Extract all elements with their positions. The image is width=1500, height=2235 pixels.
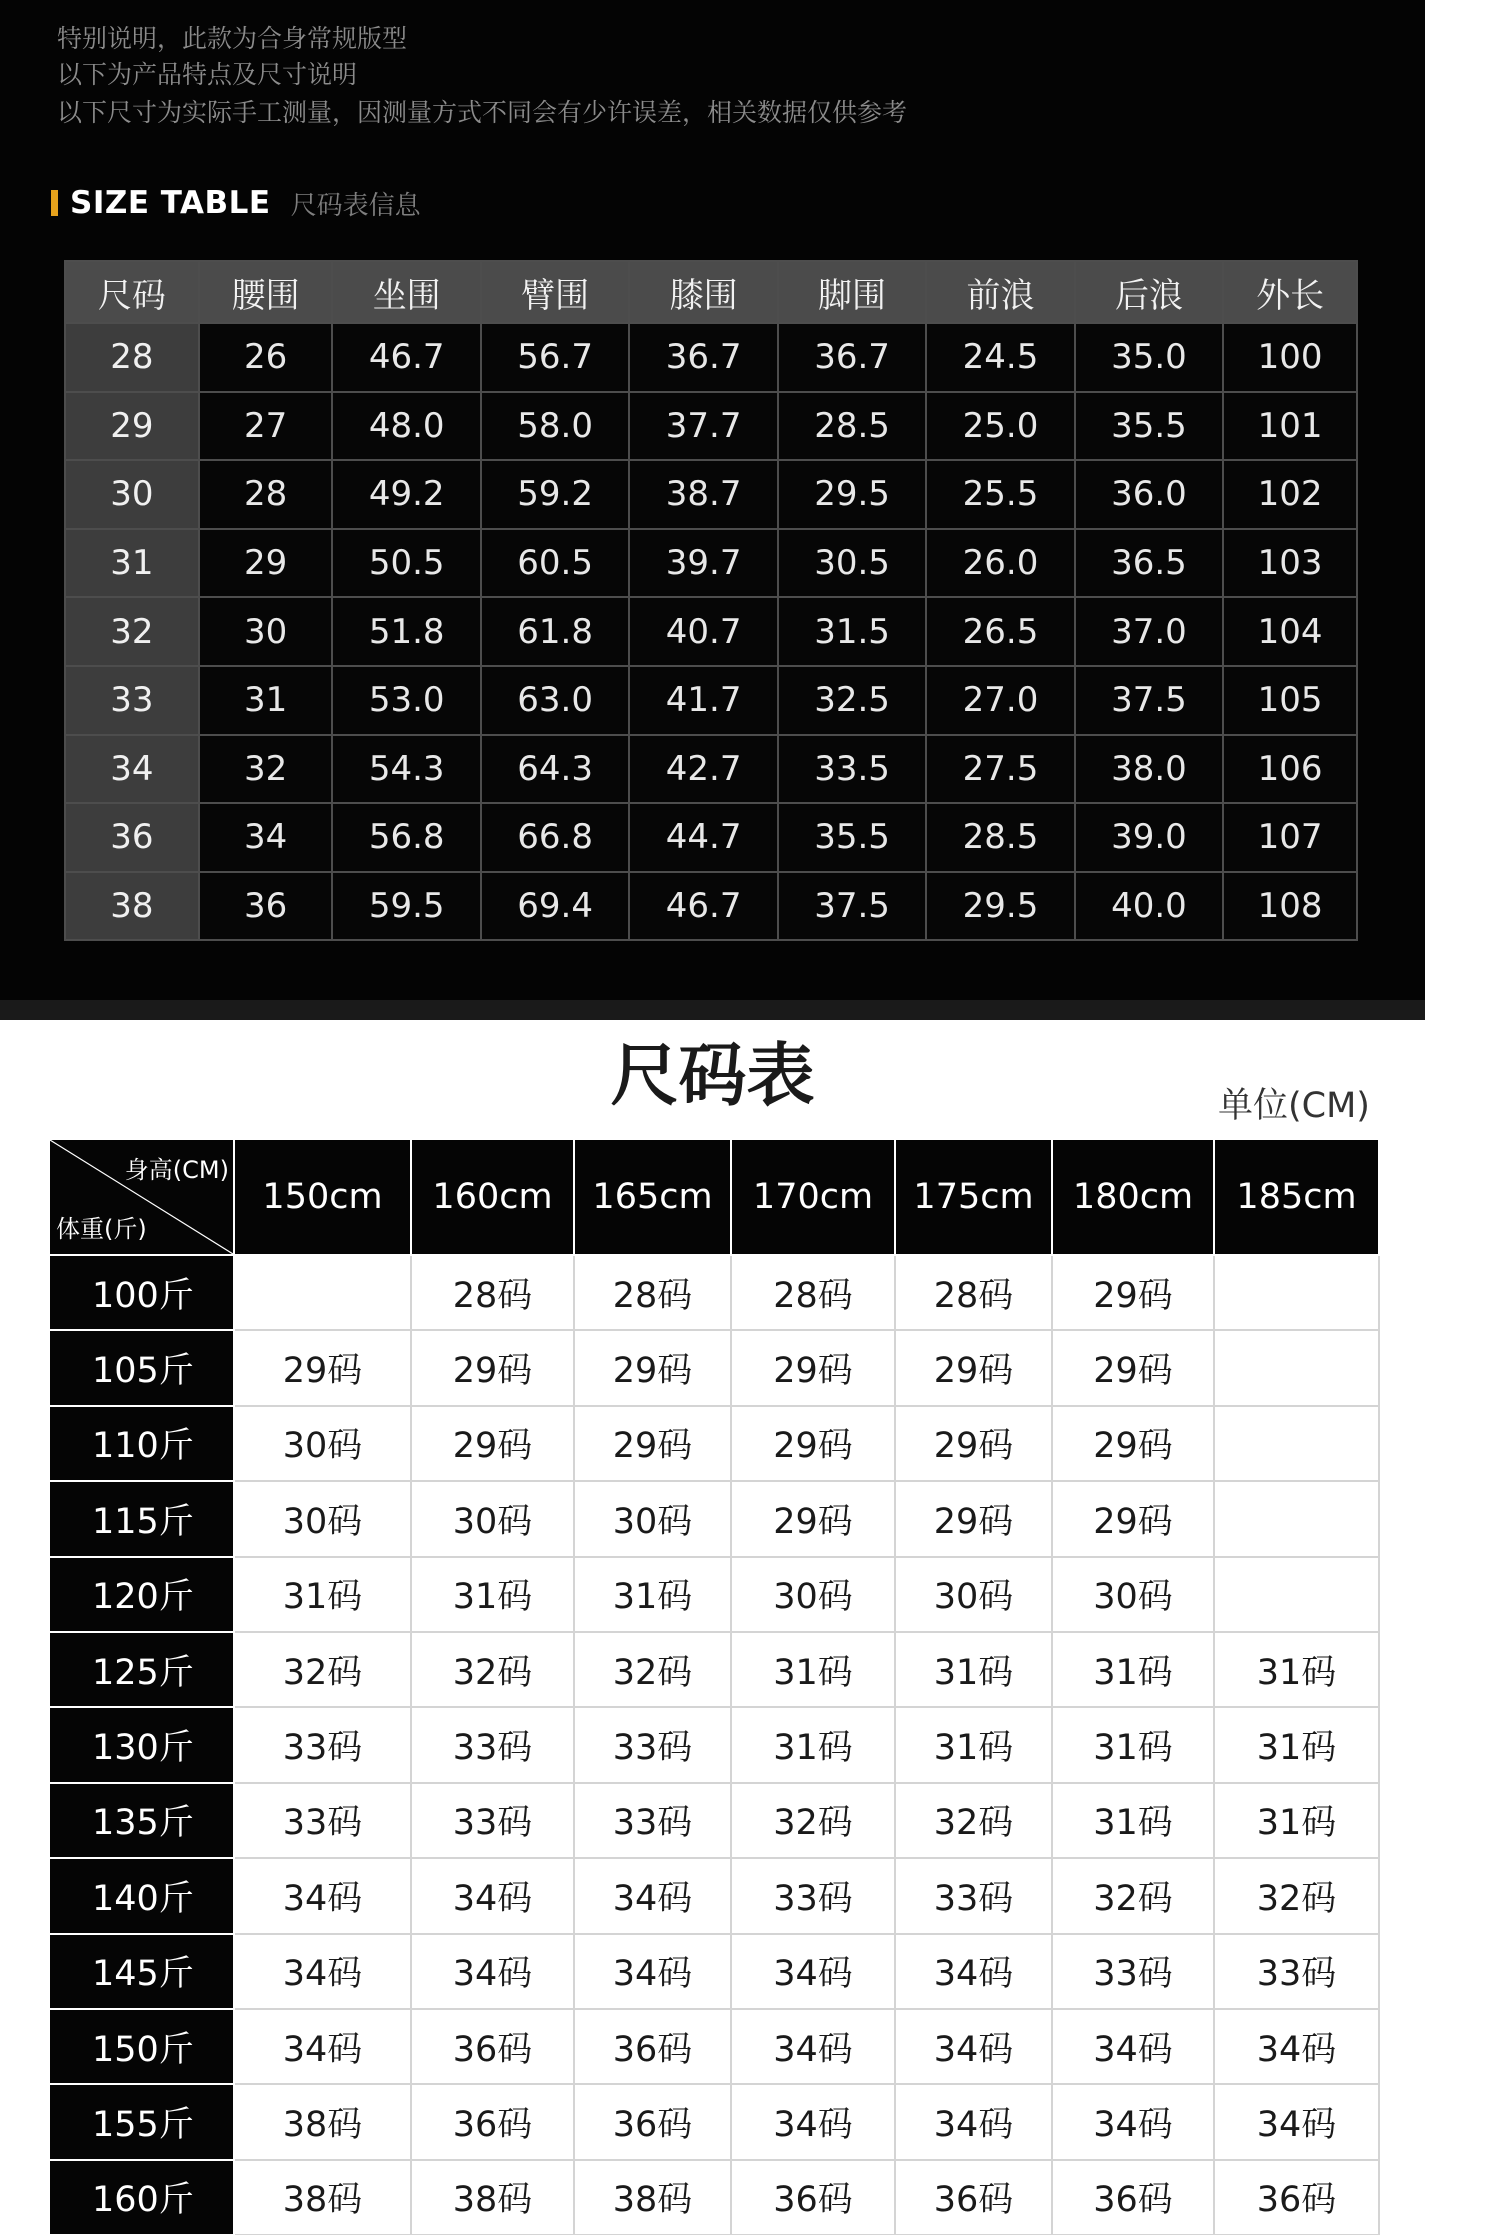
recommended-size-cell: 33码 (234, 1783, 411, 1858)
recommended-size-cell: 33码 (1214, 1934, 1379, 2009)
measurement-cell: 46.7 (629, 872, 777, 941)
recommended-size-cell (1214, 1481, 1379, 1556)
chart-table-row (49, 1632, 1379, 1707)
weight-label-cell: 125斤 (49, 1632, 234, 1707)
measurement-cell: 25.5 (926, 460, 1074, 529)
size-code-cell: 29 (65, 392, 199, 461)
measurement-cell: 36.7 (778, 323, 926, 392)
chart-header-row (49, 1139, 1379, 1255)
size-recommendation-table (48, 1138, 1380, 2235)
measurement-cell: 29.5 (778, 460, 926, 529)
chart-table-row (49, 1934, 1379, 2009)
height-header-cell: 175cm (895, 1139, 1052, 1255)
measurement-cell: 37.5 (1075, 666, 1223, 735)
size-table-header-row (65, 261, 1357, 323)
recommended-size-cell: 34码 (411, 1858, 574, 1933)
size-code-cell: 34 (65, 735, 199, 804)
height-header-cell: 160cm (411, 1139, 574, 1255)
recommended-size-cell: 28码 (731, 1255, 895, 1330)
recommended-size-cell: 30码 (234, 1481, 411, 1556)
recommended-size-cell: 29码 (1052, 1255, 1214, 1330)
recommended-size-cell: 34码 (234, 2009, 411, 2084)
recommended-size-cell: 30码 (731, 1557, 895, 1632)
size-header-cell: 尺码 (65, 261, 199, 323)
measurement-cell: 32 (199, 735, 333, 804)
size-header-cell: 后浪 (1075, 261, 1223, 323)
recommended-size-cell: 34码 (895, 2084, 1052, 2159)
measurement-cell: 27.5 (926, 735, 1074, 804)
size-code-cell: 30 (65, 460, 199, 529)
height-header-cell: 170cm (731, 1139, 895, 1255)
recommended-size-cell: 34码 (234, 1858, 411, 1933)
measurement-cell: 51.8 (332, 597, 480, 666)
recommended-size-cell: 34码 (234, 1934, 411, 2009)
recommended-size-cell: 34码 (731, 1934, 895, 2009)
recommended-size-cell: 29码 (731, 1481, 895, 1556)
size-header-cell: 膝围 (629, 261, 777, 323)
measurement-cell: 37.5 (778, 872, 926, 941)
recommended-size-cell (1214, 1330, 1379, 1405)
recommended-size-cell: 31码 (1214, 1707, 1379, 1782)
recommended-size-cell: 33码 (574, 1707, 731, 1782)
recommended-size-cell: 31码 (895, 1707, 1052, 1782)
weight-label-cell: 135斤 (49, 1783, 234, 1858)
weight-label-cell: 105斤 (49, 1330, 234, 1405)
chart-table-row (49, 1255, 1379, 1330)
recommended-size-cell: 31码 (731, 1707, 895, 1782)
recommended-size-cell: 33码 (731, 1858, 895, 1933)
measurement-cell: 35.5 (1075, 392, 1223, 461)
measurement-cell: 50.5 (332, 529, 480, 598)
recommended-size-cell: 36码 (574, 2009, 731, 2084)
recommended-size-cell: 30码 (1052, 1557, 1214, 1632)
recommended-size-cell: 34码 (411, 1934, 574, 2009)
measurement-cell: 29 (199, 529, 333, 598)
recommended-size-cell: 31码 (1052, 1707, 1214, 1782)
chart-table-row (49, 1557, 1379, 1632)
size-table-title: SIZE TABLE (70, 185, 271, 221)
section-divider (0, 1000, 1425, 1020)
size-table-row (65, 529, 1357, 598)
recommended-size-cell: 38码 (234, 2160, 411, 2235)
chart-table-row (49, 2160, 1379, 2235)
recommended-size-cell: 36码 (574, 2084, 731, 2159)
size-table-row (65, 392, 1357, 461)
measurement-cell: 39.7 (629, 529, 777, 598)
chart-table-row (49, 1858, 1379, 1933)
note-features: 以下为产品特点及尺寸说明 (57, 60, 358, 89)
measurement-cell: 107 (1223, 803, 1357, 872)
size-code-cell: 28 (65, 323, 199, 392)
measurement-cell: 106 (1223, 735, 1357, 804)
weight-label-cell: 100斤 (49, 1255, 234, 1330)
measurement-cell: 39.0 (1075, 803, 1223, 872)
measurement-cell: 100 (1223, 323, 1357, 392)
size-table-row (65, 597, 1357, 666)
measurement-cell: 27 (199, 392, 333, 461)
size-chart-title: 尺码表 (610, 1037, 815, 1116)
recommended-size-cell: 29码 (1052, 1406, 1214, 1481)
recommended-size-cell: 29码 (574, 1406, 731, 1481)
recommended-size-cell: 34码 (574, 1858, 731, 1933)
size-header-cell: 臂围 (481, 261, 629, 323)
recommended-size-cell: 30码 (411, 1481, 574, 1556)
measurement-cell: 36.5 (1075, 529, 1223, 598)
recommended-size-cell: 30码 (895, 1557, 1052, 1632)
corner-weight-label: 体重(斤) (56, 1215, 147, 1243)
measurement-cell: 26.0 (926, 529, 1074, 598)
recommended-size-cell: 34码 (895, 2009, 1052, 2084)
recommended-size-cell: 33码 (1052, 1934, 1214, 2009)
measurement-cell: 36 (199, 872, 333, 941)
recommended-size-cell: 31码 (1052, 1632, 1214, 1707)
recommended-size-cell: 30码 (234, 1406, 411, 1481)
measurement-cell: 29.5 (926, 872, 1074, 941)
note-fit: 特别说明，此款为合身常规版型 (57, 24, 408, 53)
recommended-size-cell: 29码 (411, 1406, 574, 1481)
recommended-size-cell: 38码 (574, 2160, 731, 2235)
recommended-size-cell: 33码 (411, 1707, 574, 1782)
measurement-cell: 34 (199, 803, 333, 872)
recommended-size-cell: 34码 (895, 1934, 1052, 2009)
measurement-cell: 59.2 (481, 460, 629, 529)
recommended-size-cell: 34码 (574, 1934, 731, 2009)
height-header-cell: 185cm (1214, 1139, 1379, 1255)
size-table-row (65, 803, 1357, 872)
recommended-size-cell (1214, 1255, 1379, 1330)
recommended-size-cell: 31码 (234, 1557, 411, 1632)
recommended-size-cell: 32码 (1052, 1858, 1214, 1933)
recommended-size-cell: 34码 (1052, 2009, 1214, 2084)
measurement-cell: 26 (199, 323, 333, 392)
measurement-cell: 26.5 (926, 597, 1074, 666)
recommended-size-cell: 28码 (574, 1255, 731, 1330)
corner-height-label: 身高(CM) (124, 1156, 229, 1184)
weight-label-cell: 110斤 (49, 1406, 234, 1481)
measurement-cell: 49.2 (332, 460, 480, 529)
size-table-heading (51, 183, 421, 223)
measurement-cell: 63.0 (481, 666, 629, 735)
height-header-cell: 150cm (234, 1139, 411, 1255)
recommended-size-cell: 31码 (574, 1557, 731, 1632)
measurement-cell: 48.0 (332, 392, 480, 461)
measurement-cell: 24.5 (926, 323, 1074, 392)
recommended-size-cell: 28码 (411, 1255, 574, 1330)
measurement-cell: 108 (1223, 872, 1357, 941)
measurement-cell: 101 (1223, 392, 1357, 461)
size-info-panel (0, 0, 1425, 1000)
recommended-size-cell: 29码 (895, 1330, 1052, 1405)
chart-table-row (49, 2084, 1379, 2159)
recommended-size-cell (234, 1255, 411, 1330)
size-measurement-table (64, 260, 1358, 941)
recommended-size-cell: 36码 (411, 2084, 574, 2159)
measurement-cell: 38.0 (1075, 735, 1223, 804)
recommended-size-cell: 31码 (1052, 1783, 1214, 1858)
recommended-size-cell: 29码 (234, 1330, 411, 1405)
measurement-cell: 30 (199, 597, 333, 666)
measurement-cell: 28.5 (778, 392, 926, 461)
size-header-cell: 脚围 (778, 261, 926, 323)
size-header-cell: 腰围 (199, 261, 333, 323)
recommended-size-cell: 30码 (574, 1481, 731, 1556)
recommended-size-cell: 33码 (895, 1858, 1052, 1933)
measurement-cell: 66.8 (481, 803, 629, 872)
measurement-cell: 102 (1223, 460, 1357, 529)
recommended-size-cell: 28码 (895, 1255, 1052, 1330)
measurement-cell: 28.5 (926, 803, 1074, 872)
recommended-size-cell: 36码 (1052, 2160, 1214, 2235)
recommended-size-cell: 31码 (895, 1632, 1052, 1707)
measurement-cell: 60.5 (481, 529, 629, 598)
measurement-cell: 44.7 (629, 803, 777, 872)
weight-label-cell: 145斤 (49, 1934, 234, 2009)
measurement-cell: 35.0 (1075, 323, 1223, 392)
measurement-cell: 35.5 (778, 803, 926, 872)
recommended-size-cell: 32码 (731, 1783, 895, 1858)
measurement-cell: 36.7 (629, 323, 777, 392)
recommended-size-cell: 36码 (731, 2160, 895, 2235)
weight-label-cell: 155斤 (49, 2084, 234, 2159)
recommended-size-cell: 32码 (234, 1632, 411, 1707)
size-code-cell: 33 (65, 666, 199, 735)
recommended-size-cell: 31码 (1214, 1632, 1379, 1707)
size-code-cell: 36 (65, 803, 199, 872)
recommended-size-cell: 29码 (895, 1481, 1052, 1556)
recommended-size-cell: 29码 (574, 1330, 731, 1405)
measurement-cell: 46.7 (332, 323, 480, 392)
chart-table-row (49, 1330, 1379, 1405)
recommended-size-cell: 33码 (234, 1707, 411, 1782)
weight-label-cell: 130斤 (49, 1707, 234, 1782)
chart-table-row (49, 1406, 1379, 1481)
size-table-row (65, 323, 1357, 392)
recommended-size-cell: 29码 (1052, 1330, 1214, 1405)
height-header-cell: 180cm (1052, 1139, 1214, 1255)
recommended-size-cell: 33码 (574, 1783, 731, 1858)
measurement-cell: 58.0 (481, 392, 629, 461)
measurement-cell: 53.0 (332, 666, 480, 735)
measurement-cell: 64.3 (481, 735, 629, 804)
recommended-size-cell: 36码 (895, 2160, 1052, 2235)
recommended-size-cell: 34码 (1214, 2009, 1379, 2084)
measurement-cell: 56.7 (481, 323, 629, 392)
chart-table-row (49, 1481, 1379, 1556)
measurement-cell: 104 (1223, 597, 1357, 666)
recommended-size-cell (1214, 1557, 1379, 1632)
recommended-size-cell: 38码 (234, 2084, 411, 2159)
recommended-size-cell: 29码 (731, 1406, 895, 1481)
size-header-cell: 坐围 (332, 261, 480, 323)
title-accent-bar (51, 190, 58, 216)
recommended-size-cell: 29码 (1052, 1481, 1214, 1556)
weight-label-cell: 115斤 (49, 1481, 234, 1556)
size-table-subtitle: 尺码表信息 (290, 190, 421, 221)
weight-label-cell: 140斤 (49, 1858, 234, 1933)
recommended-size-cell: 31码 (731, 1632, 895, 1707)
recommended-size-cell: 32码 (895, 1783, 1052, 1858)
weight-label-cell: 160斤 (49, 2160, 234, 2235)
measurement-cell: 30.5 (778, 529, 926, 598)
measurement-cell: 103 (1223, 529, 1357, 598)
recommended-size-cell: 34码 (1214, 2084, 1379, 2159)
recommended-size-cell (1214, 1406, 1379, 1481)
measurement-cell: 69.4 (481, 872, 629, 941)
measurement-cell: 56.8 (332, 803, 480, 872)
measurement-cell: 40.0 (1075, 872, 1223, 941)
recommended-size-cell: 34码 (731, 2009, 895, 2084)
measurement-cell: 37.0 (1075, 597, 1223, 666)
recommended-size-cell: 31码 (411, 1557, 574, 1632)
recommended-size-cell: 29码 (895, 1406, 1052, 1481)
size-table-row (65, 460, 1357, 529)
size-table-row (65, 872, 1357, 941)
measurement-cell: 25.0 (926, 392, 1074, 461)
measurement-cell: 36.0 (1075, 460, 1223, 529)
measurement-cell: 40.7 (629, 597, 777, 666)
note-measurement: 以下尺寸为实际手工测量，因测量方式不同会有少许误差，相关数据仅供参考 (57, 98, 908, 127)
measurement-cell: 31 (199, 666, 333, 735)
measurement-cell: 54.3 (332, 735, 480, 804)
corner-cell (49, 1139, 234, 1255)
recommended-size-cell: 38码 (411, 2160, 574, 2235)
size-code-cell: 38 (65, 872, 199, 941)
chart-table-row (49, 2009, 1379, 2084)
recommended-size-cell: 29码 (731, 1330, 895, 1405)
size-header-cell: 前浪 (926, 261, 1074, 323)
measurement-cell: 28 (199, 460, 333, 529)
measurement-cell: 42.7 (629, 735, 777, 804)
measurement-cell: 37.7 (629, 392, 777, 461)
weight-label-cell: 150斤 (49, 2009, 234, 2084)
recommended-size-cell: 29码 (411, 1330, 574, 1405)
measurement-cell: 61.8 (481, 597, 629, 666)
chart-table-row (49, 1707, 1379, 1782)
measurement-cell: 38.7 (629, 460, 777, 529)
measurement-cell: 27.0 (926, 666, 1074, 735)
recommended-size-cell: 36码 (1214, 2160, 1379, 2235)
recommended-size-cell: 32码 (1214, 1858, 1379, 1933)
recommended-size-cell: 32码 (574, 1632, 731, 1707)
recommended-size-cell: 33码 (411, 1783, 574, 1858)
size-table-row (65, 735, 1357, 804)
size-header-cell: 外长 (1223, 261, 1357, 323)
weight-label-cell: 120斤 (49, 1557, 234, 1632)
measurement-cell: 31.5 (778, 597, 926, 666)
measurement-cell: 41.7 (629, 666, 777, 735)
recommended-size-cell: 31码 (1214, 1783, 1379, 1858)
unit-label: 单位(CM) (1218, 1086, 1370, 1126)
recommended-size-cell: 34码 (731, 2084, 895, 2159)
recommended-size-cell: 34码 (1052, 2084, 1214, 2159)
measurement-cell: 105 (1223, 666, 1357, 735)
measurement-cell: 59.5 (332, 872, 480, 941)
size-table-row (65, 666, 1357, 735)
recommended-size-cell: 32码 (411, 1632, 574, 1707)
height-header-cell: 165cm (574, 1139, 731, 1255)
measurement-cell: 33.5 (778, 735, 926, 804)
size-code-cell: 31 (65, 529, 199, 598)
recommended-size-cell: 36码 (411, 2009, 574, 2084)
measurement-cell: 32.5 (778, 666, 926, 735)
chart-table-row (49, 1783, 1379, 1858)
size-code-cell: 32 (65, 597, 199, 666)
